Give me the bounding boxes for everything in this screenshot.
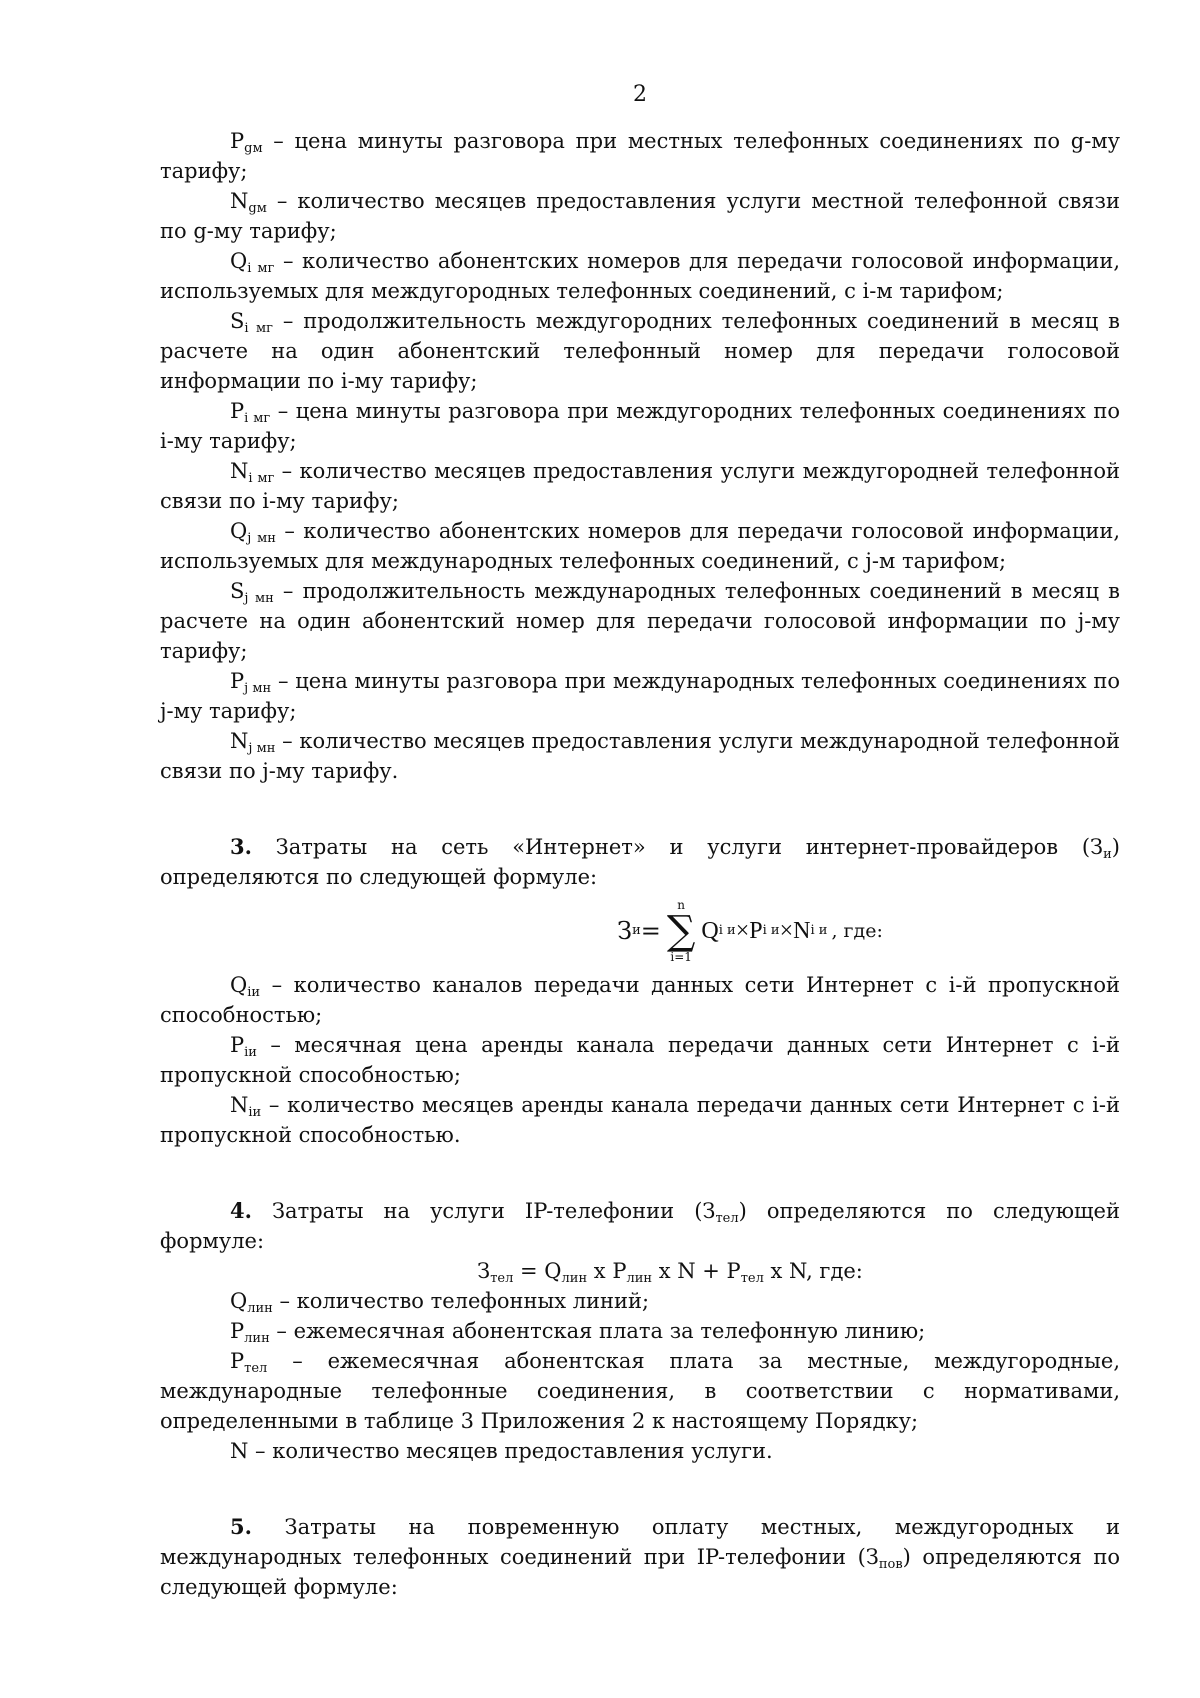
definition-item: $Q_{i мг}$ – количество абонентских номеров для передачи голосовой информации, используемых для междугородных телефонных соединений, с i-м тарифом;	[160, 249, 1120, 303]
section-3-heading: 3. Затраты на сеть «Интернет» и услуги интернет-провайдеров $(З_и)$ определяются по следующей формуле:	[160, 834, 1120, 889]
definitions-list	[160, 126, 1120, 786]
definition-item: N – количество месяцев предоставления услуги.	[230, 1439, 773, 1463]
section-number: 3.	[230, 834, 252, 859]
definition-item: $Q_{j мн}$ – количество абонентских номеров для передачи голосовой информации, используемых для международных телефонных соединений, с j-м тарифом;	[160, 519, 1120, 573]
definition-item: $P_{i мг}$ – цена минуты разговора при междугородних телефонных соединениях по i-му тарифу;	[160, 399, 1120, 453]
definition-item: $N_{gм}$ – количество месяцев предоставления услуги местной телефонной связи по g-му тарифу;	[160, 189, 1120, 243]
internet-cost-formula: З и = n ∑ i=1 Q i и × P i и × N i и , где:	[617, 898, 883, 964]
definition-item: $S_{j мн}$ – продолжительность международных телефонных соединений в месяц в расчете на один абонентский номер для передачи голосовой информации по j-му тарифу;	[160, 579, 1120, 663]
definition-item: $P_{лин}$ – ежемесячная абонентская плата за телефонную линию;	[230, 1319, 926, 1346]
section-5-heading: 5. Затраты на повременную оплату местных, междугородных и международных телефонных соединений при IP-телефонии $(З_{пов})$ определяются по следующей формуле:	[160, 1514, 1120, 1599]
section-number: 4.	[230, 1198, 252, 1223]
section-3	[160, 832, 1120, 1150]
section-4-heading: 4. Затраты на услуги IP-телефонии $(З_{тел})$ определяются по следующей формуле:	[160, 1198, 1120, 1253]
definition-item: $Q_{iи}$ – количество каналов передачи данных сети Интернет с i-й пропускной способностью;	[160, 973, 1120, 1027]
section-4	[160, 1196, 1120, 1466]
summation-symbol: n ∑ i=1	[666, 898, 696, 964]
definition-item: $N_{iи}$ – количество месяцев аренды канала передачи данных сети Интернет с i-й пропускной способностью.	[160, 1093, 1120, 1147]
definition-item: $P_{тел}$ – ежемесячная абонентская плата за местные, междугородные, международные телефонные соединения, в соответствии с нормативами, определенными в таблице 3 Приложения 2 к настоящему Порядку;	[160, 1349, 1120, 1433]
definition-item: $N_{i мг}$ – количество месяцев предоставления услуги междугородней телефонной связи по i-му тарифу;	[160, 459, 1120, 513]
section-5	[160, 1512, 1120, 1602]
definition-item: $N_{j мн}$ – количество месяцев предоставления услуги международной телефонной связи по j-му тарифу.	[160, 729, 1120, 783]
section-number: 5.	[230, 1514, 252, 1539]
definition-item: $P_{gм}$ – цена минуты разговора при местных телефонных соединениях по g-му тарифу;	[160, 129, 1120, 183]
definition-item: $P_{j мн}$ – цена минуты разговора при международных телефонных соединениях по j-му тарифу;	[160, 669, 1120, 723]
page-number: 2	[633, 82, 647, 107]
ip-telephony-formula: $З_{тел} = Q_{лин}$ х $P_{лин}$ х $N + P_{тел}$ х N, где:	[477, 1259, 863, 1286]
definition-item: $S_{i мг}$ – продолжительность междугородних телефонных соединений в месяц в расчете на один абонентский телефонный номер для передачи голосовой информации по i-му тарифу;	[160, 309, 1120, 393]
definition-item: $Q_{лин}$ – количество телефонных линий;	[230, 1289, 650, 1316]
definition-item: $P_{iи}$ – месячная цена аренды канала передачи данных сети Интернет с i-й пропускной способностью;	[160, 1033, 1120, 1087]
